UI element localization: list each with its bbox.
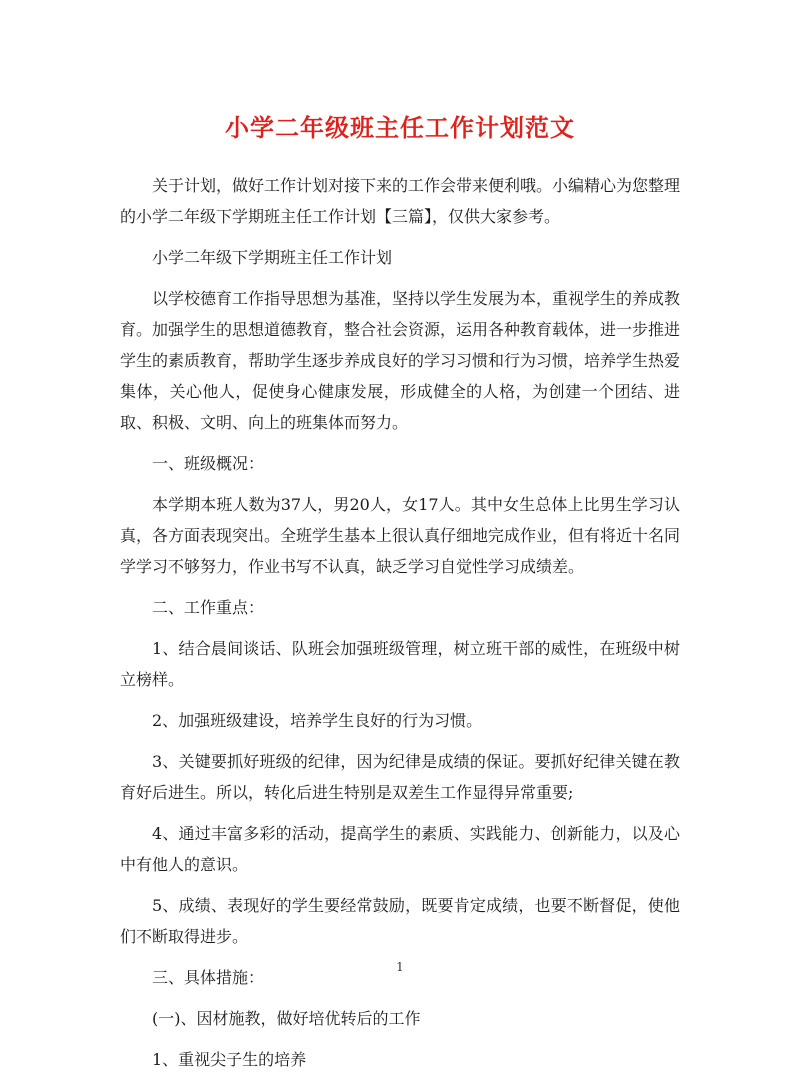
heading-class-overview: 一、班级概况： — [152, 454, 265, 473]
measure-subheading-1: (一)、因材施教，做好培优转后的工作 — [152, 1009, 421, 1028]
document-title: 小学二年级班主任工作计划范文 — [225, 113, 575, 142]
measure-item-1: 1、重视尖子生的培养 — [152, 1050, 307, 1069]
guiding-thought-paragraph: 以学校德育工作指导思想为基准，坚持以学生发展为本，重视学生的养成教育。加强学生的思想道德教育，整合社会资源，运用各种教育载体，进一步推进学生的素质教育，帮助学生逐步养成良好的学习习惯和行为习惯，培养学生热爱集体，关心他人，促使身心健康发展，形成健全的人格，为创建一个团结、进取、积极、文明、向上的班集体而努力。 — [120, 289, 681, 432]
class-overview-paragraph: 本学期本班人数为37人，男20人，女17人。其中女生总体上比男生学习认真，各方面表现突出。全班学生基本上很认真仔细地完成作业，但有将近十名同学学习不够努力，作业书写不认真，缺乏学习自觉性学习成绩差。 — [120, 495, 681, 576]
work-focus-item-5: 5、成绩、表现好的学生要经常鼓励，既要肯定成绩，也要不断督促，使他们不断取得进步。 — [120, 896, 680, 946]
section-heading-plan: 小学二年级下学期班主任工作计划 — [152, 248, 393, 267]
work-focus-item-3: 3、关键要抓好班级的纪律，因为纪律是成绩的保证。要抓好纪律关键在教育好后进生。所以，转化后进生特别是双差生工作显得异常重要; — [120, 752, 680, 802]
work-focus-item-2: 2、加强班级建设，培养学生良好的行为习惯。 — [152, 711, 483, 730]
intro-paragraph: 关于计划，做好工作计划对接下来的工作会带来便利哦。小编精心为您整理的小学二年级下学期班主任工作计划【三篇】，仅供大家参考。 — [120, 176, 681, 226]
page-number: 1 — [396, 960, 404, 974]
heading-specific-measures: 三、具体措施： — [152, 968, 265, 987]
heading-work-focus: 二、工作重点： — [152, 598, 265, 617]
work-focus-item-1: 1、结合晨间谈话、队班会加强班级管理，树立班干部的威性，在班级中树立榜样。 — [120, 639, 680, 689]
document-body — [120, 170, 680, 1085]
work-focus-item-4: 4、通过丰富多彩的活动，提高学生的素质、实践能力、创新能力，以及心中有他人的意识。 — [120, 824, 680, 874]
